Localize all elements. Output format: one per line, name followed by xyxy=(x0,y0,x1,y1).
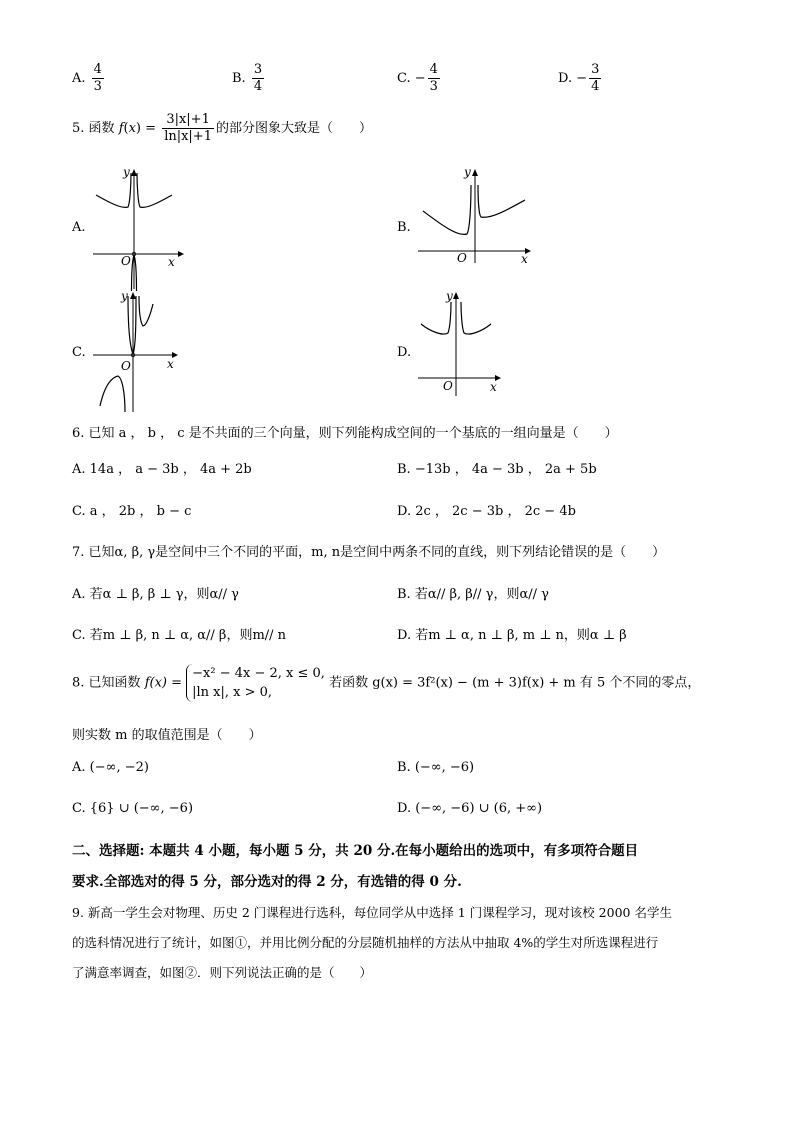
q9-line2: 的选科情况进行了统计，如图①，并用比例分配的分层随机抽样的方法从中抽取 4%的学生对所选课程进行 xyxy=(72,935,659,950)
case-1: −x² − 4x − 2, x ≤ 0, xyxy=(192,666,325,681)
q8-suffix: 若函数 g(x) = 3f²(x) − (m + 3)f(x) + m 有 5 个不同的零点， xyxy=(329,675,701,691)
option-label: D. xyxy=(558,71,573,86)
numerator: 4 xyxy=(93,62,102,77)
paren: ( xyxy=(123,121,129,136)
curve-right xyxy=(461,302,491,334)
q5-fraction xyxy=(162,112,214,145)
equals: = xyxy=(145,121,157,136)
graph-d-label: D. xyxy=(397,345,412,360)
q8-stem xyxy=(72,664,700,702)
q4-option-d xyxy=(558,62,603,95)
graph-a xyxy=(90,165,185,293)
piecewise-brace xyxy=(186,664,325,702)
q9-line3: 了满意率调查，如图②．则下列说法正确的是（ ） xyxy=(72,965,373,980)
graph-c-label: C. xyxy=(72,345,86,360)
y-axis-arrow xyxy=(472,169,478,176)
numerator: 3 xyxy=(253,62,263,77)
minus-sign: − xyxy=(576,71,588,86)
q8-fx: f(x) = xyxy=(144,675,182,691)
minus-sign: − xyxy=(414,71,426,86)
graph-c xyxy=(90,288,185,413)
q8-line2: 则实数 m 的取值范围是（ ） xyxy=(72,728,262,743)
func-name: f xyxy=(118,121,124,136)
graph-d xyxy=(415,288,510,398)
q7-option-a: A. 若α ⊥ β, β ⊥ γ，则α// γ xyxy=(72,587,239,602)
q8-option-c: C. {6} ∪ (−∞, −6) xyxy=(72,801,194,816)
q6-stem: 6. 已知 a ， b ， c 是不共面的三个向量，则下列能构成空间的一个基底的一组向量是（ ） xyxy=(72,426,618,441)
q7-option-c: C. 若m ⊥ β, n ⊥ α, α// β，则m// n xyxy=(72,628,287,643)
x-label: x xyxy=(490,380,497,394)
q9-line1: 9. 新高一学生会对物理、历史 2 门课程进行选科，每位同学从中选择 1 门课程学习，现对该校 2000 名学生 xyxy=(72,905,672,920)
q7-option-d: D. 若m ⊥ α, n ⊥ β, m ⊥ n，则α ⊥ β xyxy=(397,628,627,643)
y-axis-arrow xyxy=(131,169,137,176)
fraction xyxy=(252,62,264,95)
q7-option-b: B. 若α// β, β// γ，则α// γ xyxy=(397,587,549,602)
func-var: x xyxy=(128,121,136,136)
option-label: B. xyxy=(232,71,246,86)
q8-prefix: 8. 已知函数 xyxy=(72,675,141,691)
curve-right xyxy=(139,296,153,326)
x-label: x xyxy=(168,255,175,269)
origin-label: O xyxy=(443,379,453,393)
numerator: 3 xyxy=(591,62,600,77)
graph-b xyxy=(415,165,535,265)
y-axis-arrow xyxy=(130,292,136,299)
origin-label: O xyxy=(121,359,131,373)
y-label: y xyxy=(121,289,128,303)
denominator: 3 xyxy=(93,79,102,94)
q8-option-a: A. (−∞, −2) xyxy=(72,760,149,775)
denominator: ln|x|+1 xyxy=(164,129,212,144)
curve-right xyxy=(137,173,172,207)
q4-option-a xyxy=(72,62,106,95)
graph-b-label: B. xyxy=(397,220,411,235)
curve-left xyxy=(100,376,125,412)
q4-option-b xyxy=(232,62,266,95)
numerator: 3|x|+1 xyxy=(162,112,214,129)
x-label: x xyxy=(521,252,528,265)
y-axis-arrow xyxy=(453,292,459,299)
x-label: x xyxy=(167,357,174,371)
denominator: 4 xyxy=(253,79,263,94)
section2-line1: 二、选择题: 本题共 4 小题，每小题 5 分，共 20 分.在每小题给出的选项中，有多项符合题目 xyxy=(72,843,639,859)
q8-option-b: B. (−∞, −6) xyxy=(397,760,475,775)
numerator: 4 xyxy=(429,62,438,77)
origin-label: O xyxy=(121,254,131,268)
denominator: 4 xyxy=(591,79,600,94)
curve-left xyxy=(423,185,471,234)
fraction xyxy=(589,62,601,95)
paren: ) xyxy=(135,121,141,136)
q8-option-d: D. (−∞, −6) ∪ (6, +∞) xyxy=(397,801,543,816)
fraction xyxy=(92,62,104,95)
q5-prefix: 5. 函数 xyxy=(72,121,115,136)
q4-option-c xyxy=(397,62,442,95)
q6-option-a: A. 14a ， a − 3b ， 4a + 2b xyxy=(72,462,252,477)
curve-left xyxy=(421,302,451,334)
fraction xyxy=(428,62,440,95)
curve-right xyxy=(478,185,525,217)
q6-option-c: C. a ， 2b ， b − c xyxy=(72,504,192,519)
denominator: 3 xyxy=(429,79,438,94)
q7-stem: 7. 已知α, β, γ是空间中三个不同的平面，m, n是空间中两条不同的直线，则下列结论错误的是（ ） xyxy=(72,545,666,560)
option-label: A. xyxy=(72,71,86,86)
q5-suffix: 的部分图象大致是（ ） xyxy=(215,121,372,136)
q6-option-d: D. 2c ， 2c − 3b ， 2c − 4b xyxy=(397,504,576,519)
origin-label: O xyxy=(457,251,467,265)
curve-center xyxy=(128,296,136,354)
option-label: C. xyxy=(397,71,411,86)
y-label: y xyxy=(446,289,453,303)
q5-stem xyxy=(72,112,372,145)
x-axis-arrow xyxy=(178,251,184,257)
q6-option-b: B. −13b ， 4a − 3b ， 2a + 5b xyxy=(397,462,597,477)
y-label: y xyxy=(123,165,130,179)
graph-a-label: A. xyxy=(72,220,86,235)
case-2: |ln x|, x > 0, xyxy=(192,685,273,700)
section2-line2: 要求.全部选对的得 5 分，部分选对的得 2 分，有选错的得 0 分. xyxy=(72,874,462,890)
y-label: y xyxy=(464,165,471,179)
